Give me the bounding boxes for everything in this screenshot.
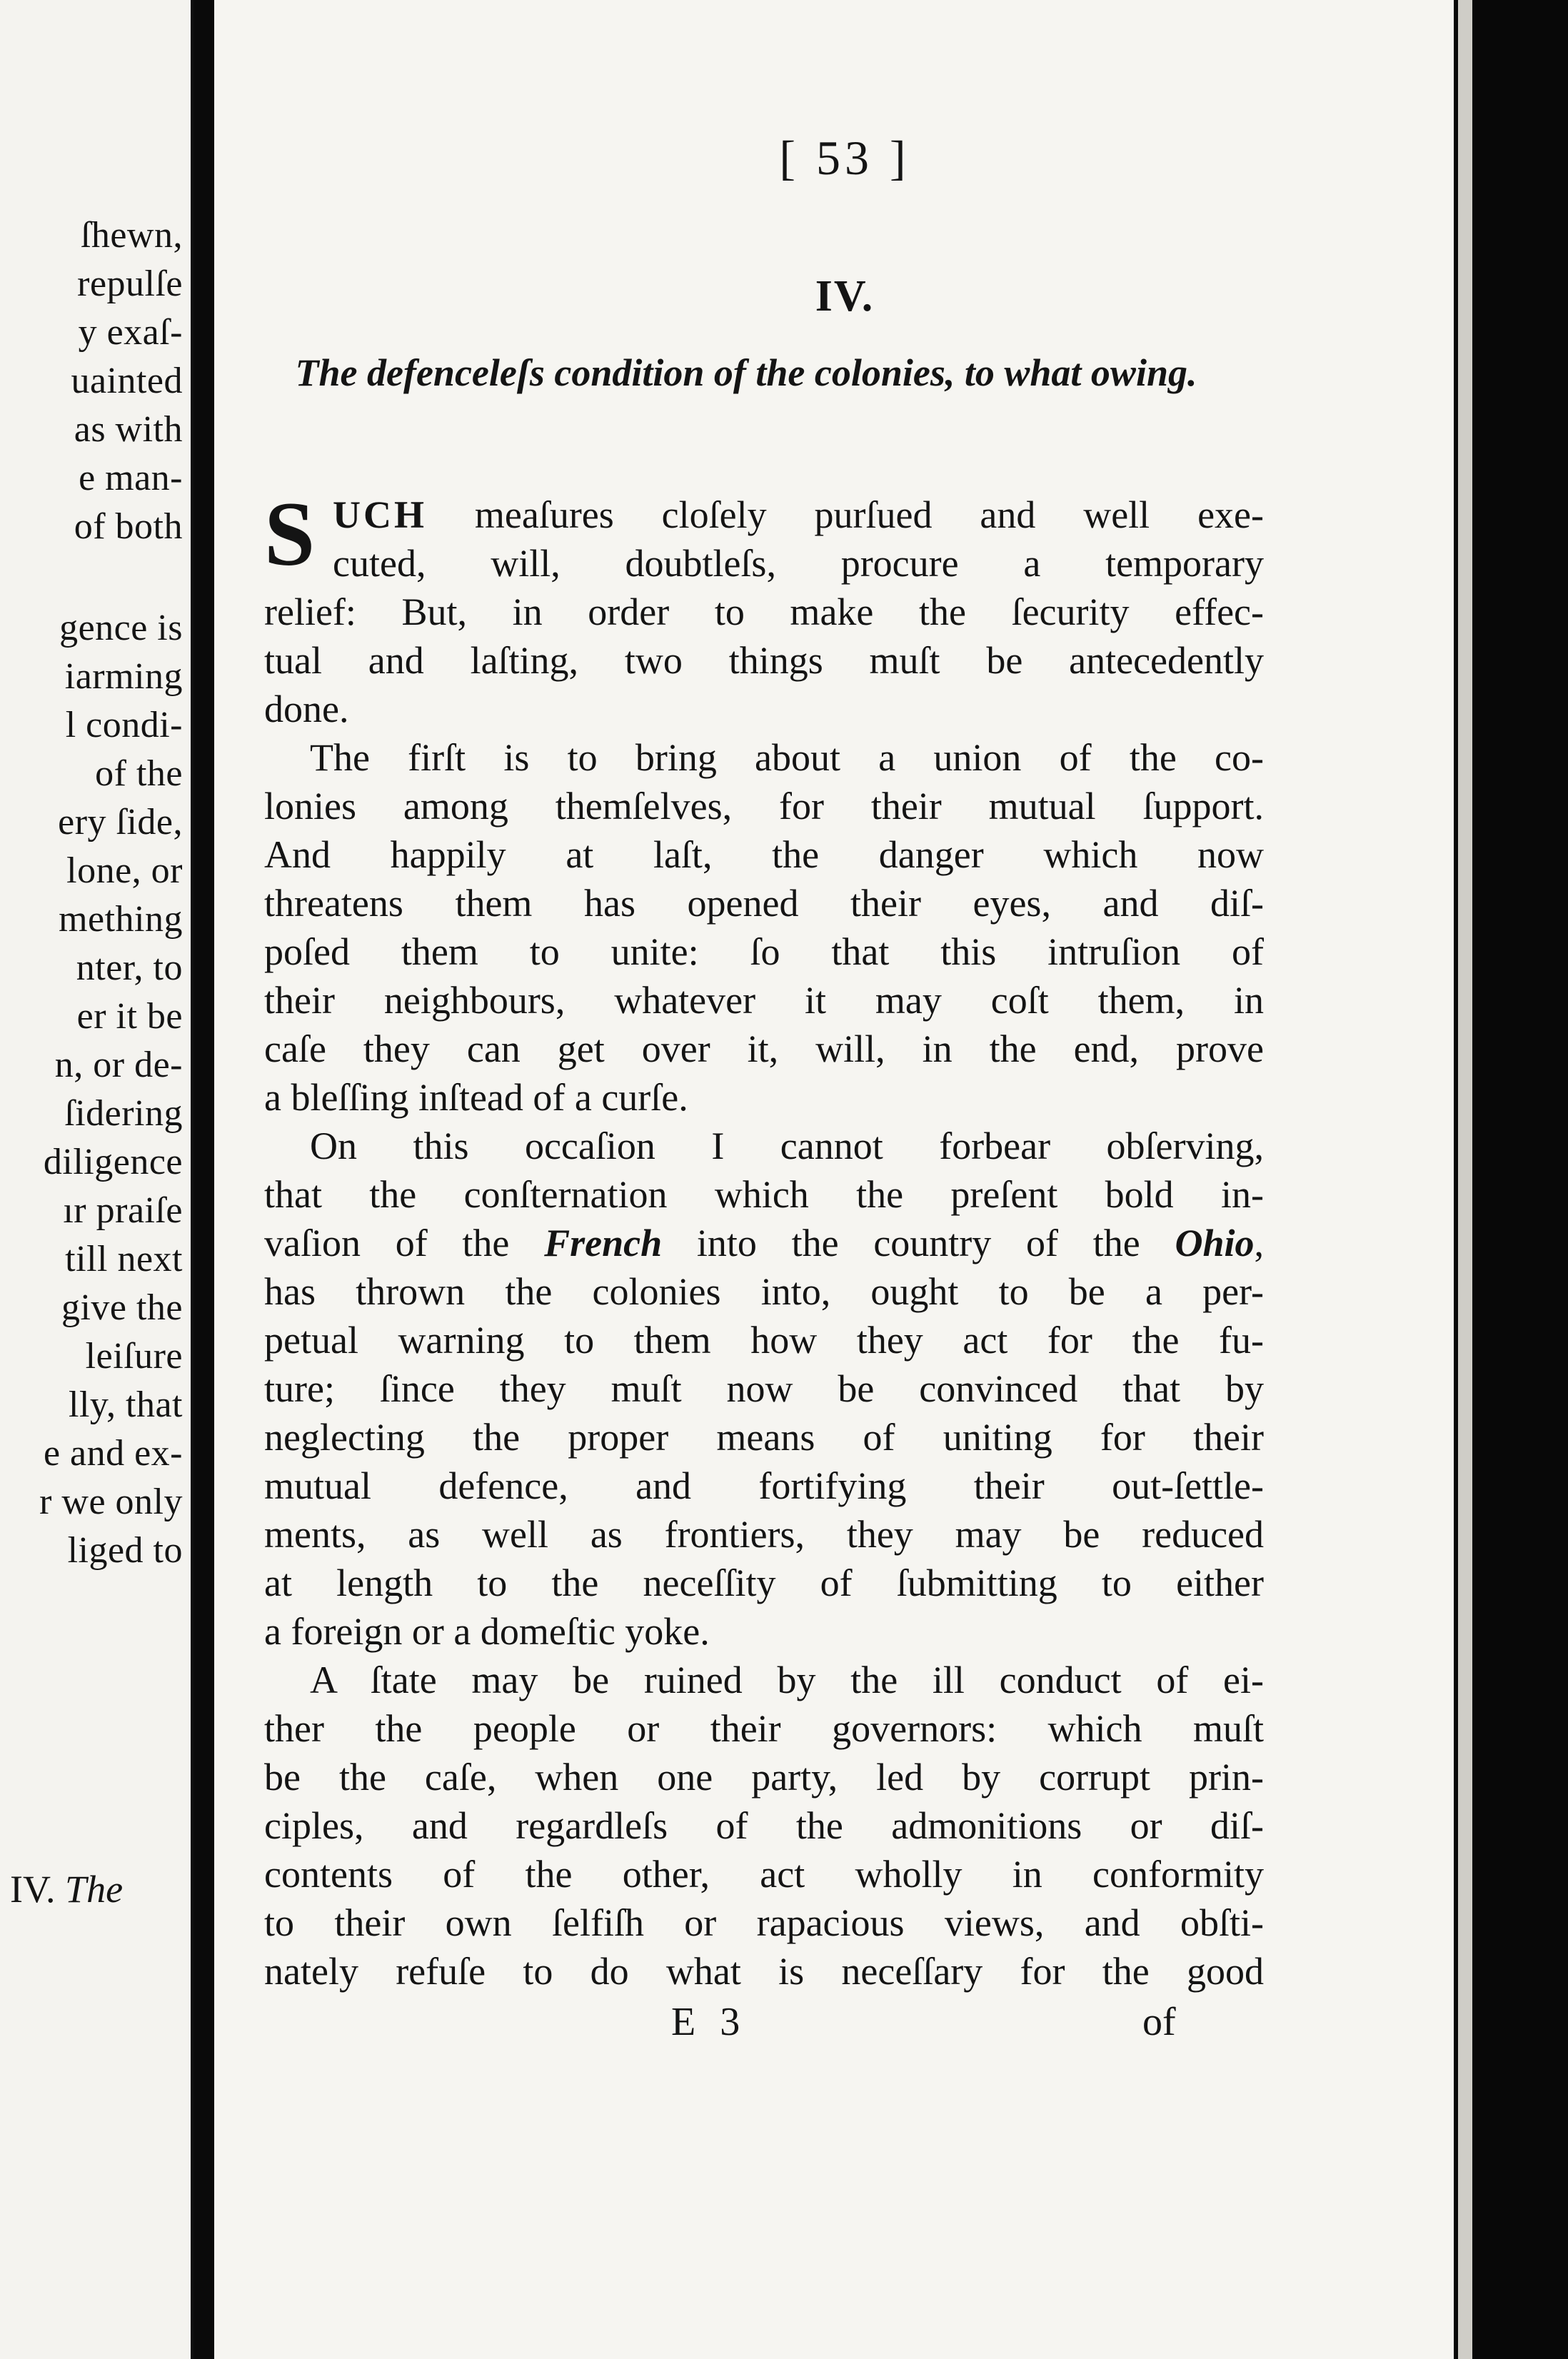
left-line: diligence	[43, 1142, 183, 1182]
body-line: their neighbours, whatever it may coſt them, in	[264, 979, 1264, 1022]
left-line: er it be	[76, 996, 183, 1037]
body-line: ments, as well as frontiers, they may be reduced	[264, 1513, 1264, 1556]
body-line: UCH meaſures cloſely purſued and well exe-	[333, 493, 1264, 536]
left-line: ır praiſe	[63, 1190, 183, 1231]
proper-noun-ohio: Ohio	[1175, 1222, 1255, 1264]
left-line: liged to	[67, 1530, 183, 1571]
page-number: [ 53 ]	[779, 131, 910, 185]
body-line: done.	[264, 688, 349, 730]
body-line: caſe they can get over it, will, in the end, prove	[264, 1027, 1264, 1070]
body-line: nately refuſe to do what is neceſſary for the good	[264, 1950, 1264, 1993]
left-line: repulſe	[77, 263, 183, 304]
left-catch-b: The	[65, 1868, 124, 1911]
printer-signature: E 3	[671, 2000, 748, 2044]
left-line: n, or de-	[54, 1045, 183, 1085]
left-facing-page	[0, 0, 194, 2359]
body-line: ther the people or their governors: which muſt	[264, 1707, 1264, 1750]
left-line: give the	[61, 1287, 183, 1328]
body-line: The firſt is to bring about a union of the co-	[310, 736, 1264, 779]
left-line: y exaſ-	[78, 312, 183, 353]
left-line: mething	[59, 899, 183, 940]
left-catch-a: IV.	[10, 1868, 66, 1911]
body-line: ture; ſince they muſt now be convinced that by	[264, 1367, 1264, 1410]
body-line: vaſion of the French into the country of the Ohio,	[264, 1222, 1264, 1264]
body-line: to their own ſelfiſh or rapacious views, and obſti-	[264, 1901, 1264, 1944]
left-page-catchword	[10, 1867, 123, 1911]
body-line: at length to the neceſſity of ſubmitting to either	[264, 1561, 1264, 1604]
left-line: till next	[65, 1239, 183, 1279]
left-line: nter, to	[76, 947, 183, 988]
body-line: be the caſe, when one party, led by corrupt prin-	[264, 1756, 1264, 1799]
left-line: as with	[74, 409, 183, 450]
body-line: threatens them has opened their eyes, and diſ-	[264, 882, 1264, 925]
body-line: has thrown the colonies into, ought to be a per-	[264, 1270, 1264, 1313]
left-line: ery ſide,	[58, 802, 183, 842]
body-line: poſed them to unite: ſo that this intruſion of	[264, 930, 1264, 973]
body-line: ciples, and regardleſs of the admonitions or diſ-	[264, 1804, 1264, 1847]
body-line: cuted, will, doubtleſs, procure a temporary	[333, 542, 1264, 585]
body-line: that the conſternation which the preſent bold in-	[264, 1173, 1264, 1216]
proper-noun-french: French	[544, 1222, 663, 1264]
right-page-edge	[1454, 0, 1568, 2359]
left-line: of both	[74, 506, 183, 547]
left-line: ſidering	[64, 1093, 183, 1134]
left-line: lone, or	[66, 850, 183, 891]
book-gutter	[194, 0, 216, 2359]
main-page	[214, 0, 1454, 2359]
left-line: l condi-	[65, 705, 183, 745]
body-line: And happily at laſt, the danger which now	[264, 833, 1264, 876]
drop-cap: S	[264, 483, 316, 585]
body-line: contents of the other, act wholly in conformity	[264, 1853, 1264, 1896]
catchword: of	[1142, 2000, 1176, 2044]
left-line: gence is	[59, 608, 183, 648]
body-line: neglecting the proper means of uniting for their	[264, 1416, 1264, 1459]
left-line: e and ex-	[43, 1433, 183, 1474]
left-line: leiſure	[85, 1336, 183, 1377]
body-line: mutual defence, and fortifying their out-ſettle-	[264, 1464, 1264, 1507]
left-line: of the	[95, 753, 183, 794]
section-title: The defenceleſs condition of the colonies, to what owing.	[295, 351, 1197, 394]
left-line: e man-	[79, 458, 183, 498]
body-line: lonies among themſelves, for their mutual ſupport.	[264, 785, 1264, 828]
left-line: ſhewn,	[80, 215, 183, 256]
left-line: iarming	[64, 656, 183, 697]
body-line: a foreign or a domeſtic yoke.	[264, 1610, 710, 1653]
page-edge-strip	[1458, 0, 1472, 2359]
body-line: petual warning to them how they act for the fu-	[264, 1319, 1264, 1362]
body-line: relief: But, in order to make the ſecurity effec-	[264, 590, 1264, 633]
left-line: r we only	[39, 1482, 183, 1522]
left-line: uainted	[71, 361, 183, 401]
body-line: tual and laſting, two things muſt be antecedently	[264, 639, 1264, 682]
left-line: lly, that	[69, 1384, 183, 1425]
body-line: A ſtate may be ruined by the ill conduct of ei-	[310, 1659, 1264, 1701]
body-line: On this occaſion I cannot forbear obſerving,	[310, 1125, 1264, 1167]
section-number: IV.	[815, 272, 875, 321]
body-line: a bleſſing inſtead of a curſe.	[264, 1076, 688, 1119]
small-caps-opening: UCH	[333, 493, 427, 536]
